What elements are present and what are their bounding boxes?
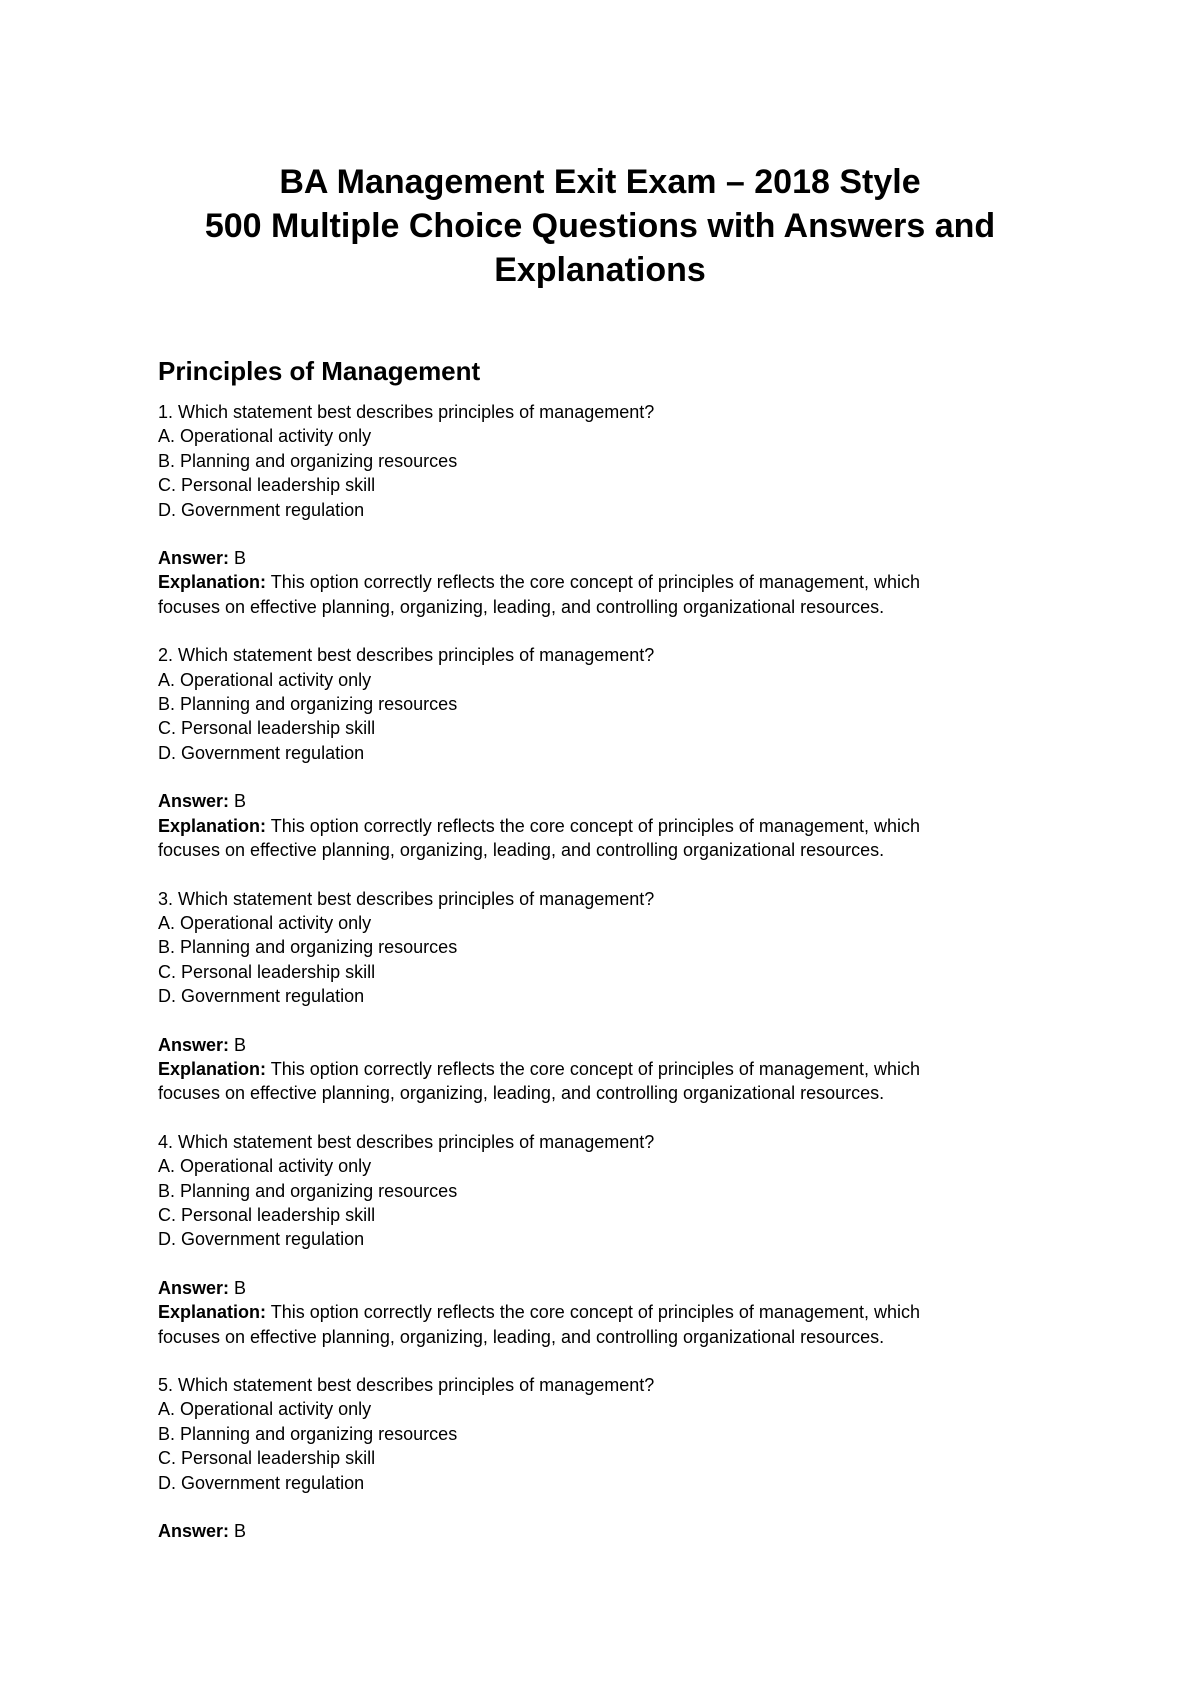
option-item: C. Personal leadership skill xyxy=(158,1204,376,1225)
explanation-text: This option correctly reflects the core concept of principles of management, which xyxy=(270,572,921,593)
option-item: C. Personal leadership skill xyxy=(158,961,376,982)
answer-line xyxy=(158,546,1058,570)
question-text: 2. Which statement best describes principles of management? xyxy=(158,645,655,666)
option-item: D. Government regulation xyxy=(158,986,365,1007)
option-item: A. Operational activity only xyxy=(158,669,372,690)
explanation-text: focuses on effective planning, organizing, leading, and controlling organizational resources. xyxy=(158,840,885,861)
explanation xyxy=(158,814,1038,863)
option-item: A. Operational activity only xyxy=(158,1399,372,1420)
section-heading: Principles of Management xyxy=(158,356,481,386)
answer-label: Answer: xyxy=(158,1277,230,1298)
option-item: C. Personal leadership skill xyxy=(158,1448,376,1469)
option-item: B. Planning and organizing resources xyxy=(158,1180,458,1201)
question-text: 3. Which statement best describes principles of management? xyxy=(158,888,655,909)
question-block xyxy=(158,643,1058,862)
answer-value: B xyxy=(234,791,247,812)
option-item: C. Personal leadership skill xyxy=(158,718,376,739)
explanation-label: Explanation: xyxy=(158,572,267,593)
question-text: 5. Which statement best describes principles of management? xyxy=(158,1375,655,1395)
option-item: B. Planning and organizing resources xyxy=(158,694,458,715)
option-list xyxy=(158,1397,1058,1495)
option-item: A. Operational activity only xyxy=(158,912,372,933)
question-text: 4. Which statement best describes principles of management? xyxy=(158,1131,655,1152)
explanation xyxy=(158,570,1038,619)
option-item: D. Government regulation xyxy=(158,742,365,763)
explanation-text: This option correctly reflects the core concept of principles of management, which xyxy=(270,815,921,836)
document-title xyxy=(0,160,1200,292)
question-block xyxy=(158,1130,1058,1349)
option-item: D. Government regulation xyxy=(158,1229,365,1250)
answer-label: Answer: xyxy=(158,1034,230,1055)
answer-label: Answer: xyxy=(158,1521,230,1542)
answer-line xyxy=(158,1519,1058,1543)
answer-label: Answer: xyxy=(158,791,230,812)
question-block xyxy=(158,400,1058,619)
explanation-text: This option correctly reflects the core concept of principles of management, which xyxy=(270,1058,921,1079)
explanation-text: focuses on effective planning, organizing, leading, and controlling organizational resources. xyxy=(158,1083,885,1104)
option-list xyxy=(158,911,1058,1009)
question-block xyxy=(158,1373,1058,1543)
option-item: D. Government regulation xyxy=(158,1472,365,1493)
title-line-1: BA Management Exit Exam – 2018 Style xyxy=(279,163,921,201)
question-text: 1. Which statement best describes principles of management? xyxy=(158,402,655,422)
document-content xyxy=(158,352,1058,1567)
title-line-2: 500 Multiple Choice Questions with Answers and xyxy=(204,207,996,245)
answer-value: B xyxy=(234,1034,247,1055)
answer-line xyxy=(158,789,1058,813)
answer-value: B xyxy=(234,548,247,569)
option-item: B. Planning and organizing resources xyxy=(158,1423,458,1444)
option-item: B. Planning and organizing resources xyxy=(158,450,458,471)
explanation-label: Explanation: xyxy=(158,815,267,836)
option-list xyxy=(158,424,1058,522)
option-item: A. Operational activity only xyxy=(158,426,372,447)
explanation-text: focuses on effective planning, organizing, leading, and controlling organizational resources. xyxy=(158,596,885,617)
explanation-text: focuses on effective planning, organizing, leading, and controlling organizational resources. xyxy=(158,1326,885,1347)
explanation-label: Explanation: xyxy=(158,1058,267,1079)
question-block xyxy=(158,887,1058,1106)
option-item: D. Government regulation xyxy=(158,499,365,520)
option-list xyxy=(158,1154,1058,1252)
option-item: C. Personal leadership skill xyxy=(158,475,376,496)
explanation-text: This option correctly reflects the core concept of principles of management, which xyxy=(270,1302,921,1323)
option-item: A. Operational activity only xyxy=(158,1156,372,1177)
answer-label: Answer: xyxy=(158,548,230,569)
explanation xyxy=(158,1300,1038,1349)
option-list xyxy=(158,668,1058,766)
explanation-label: Explanation: xyxy=(158,1302,267,1323)
option-item: B. Planning and organizing resources xyxy=(158,937,458,958)
question-list xyxy=(158,400,1058,1543)
answer-value: B xyxy=(234,1277,247,1298)
explanation xyxy=(158,1057,1038,1106)
answer-value: B xyxy=(234,1521,247,1542)
answer-line xyxy=(158,1276,1058,1300)
title-line-3: Explanations xyxy=(494,251,706,289)
answer-line xyxy=(158,1033,1058,1057)
